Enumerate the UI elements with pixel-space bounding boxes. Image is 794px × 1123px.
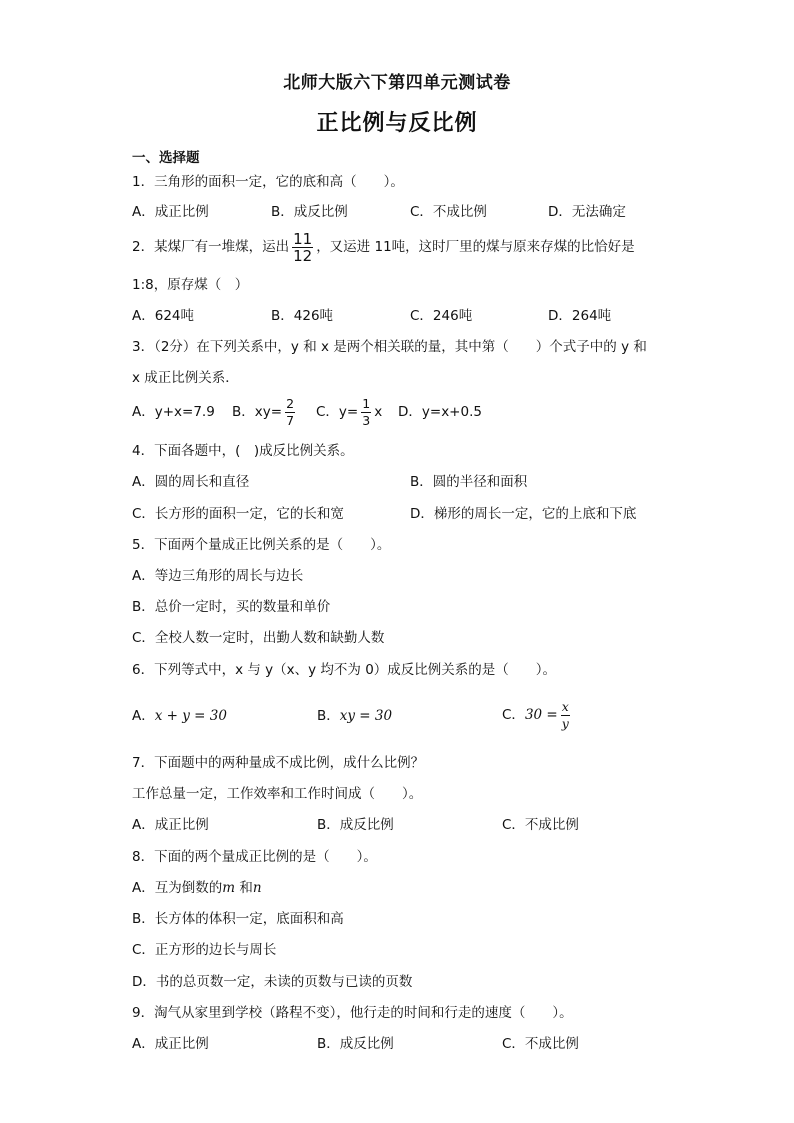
question-2-stem-part-b: ，又运进 11吨，这时厂里的煤与原来存煤的比恰好是 [316, 239, 635, 255]
question-4-stem: 4．下面各题中，( )成反比例关系。 [132, 443, 354, 459]
question-5-option-b[interactable]: B．总价一定时，买的数量和单价 [132, 599, 331, 615]
question-6-stem: 6．下列等式中，x 与 y（x、y 均不为 0）成反比例关系的是（ ）。 [132, 662, 557, 678]
question-1-stem: 1．三角形的面积一定，它的底和高（ ）。 [132, 174, 404, 190]
question-1-option-c[interactable]: C．不成比例 [410, 204, 487, 220]
question-4-option-d[interactable]: D．梯形的周长一定，它的上底和下底 [410, 506, 637, 522]
question-1-option-b[interactable]: B．成反比例 [271, 204, 348, 220]
question-6-option-c-numerator: x [561, 698, 569, 714]
worksheet-title: 北师大版六下第四单元测试卷 [283, 73, 511, 93]
question-8-option-a-text: A．互为倒数的 [132, 880, 223, 896]
question-2-stem-part-a: 2．某煤厂有一堆煤，运出 [132, 239, 290, 255]
question-8-option-c[interactable]: C．正方形的边长与周长 [132, 942, 277, 958]
question-6-option-b-label: B． [317, 708, 340, 724]
question-5-option-a[interactable]: A．等边三角形的周长与边长 [132, 568, 304, 584]
question-8-option-a-and: 和 [235, 880, 253, 896]
question-7-stem: 7．下面题中的两种量成不成比例，成什么比例？ [132, 755, 425, 771]
question-5-option-c[interactable]: C．全校人数一定时，出勤人数和缺勤人数 [132, 630, 385, 646]
question-2-fraction-denominator: 12 [293, 246, 313, 265]
question-5-stem: 5．下面两个量成正比例关系的是（ ）。 [132, 537, 391, 553]
question-2-stem-continued: 1:8，原存煤（ ） [132, 277, 249, 293]
question-3-stem-continued: x 成正比例关系． [132, 370, 239, 386]
section-heading: 一、选择题 [132, 150, 200, 166]
question-2-stem [132, 229, 635, 265]
question-7-sub-question: 工作总量一定，工作效率和工作时间成（ ）。 [132, 786, 423, 802]
question-6-option-b[interactable] [317, 706, 392, 726]
question-3-option-c-numerator: 1 [362, 395, 371, 411]
question-3-option-b-text: B．xy= [232, 404, 283, 420]
question-3-option-b-fraction [285, 396, 295, 429]
question-2-fraction-numerator: 11 [293, 229, 313, 248]
question-2-option-c[interactable]: C．246吨 [410, 308, 473, 324]
question-3-option-c[interactable] [316, 394, 382, 430]
question-6-option-c-label: C． [502, 707, 525, 723]
question-8-stem: 8．下面的两个量成正比例的是（ ）。 [132, 849, 377, 865]
question-7-option-c[interactable]: C．不成比例 [502, 817, 579, 833]
question-3-option-b-numerator: 2 [286, 395, 295, 411]
question-8-option-a-m: m [222, 880, 236, 896]
question-6-option-b-expression: xy = 30 [339, 708, 393, 724]
question-3-option-c-text: C．y= [316, 404, 359, 420]
question-3-option-d[interactable]: D．y=x+0.5 [398, 404, 482, 420]
question-9-option-a[interactable]: A．成正比例 [132, 1036, 209, 1052]
question-3-option-b-denominator: 7 [286, 412, 295, 428]
question-2-fraction [292, 231, 313, 264]
question-8-option-b[interactable]: B．长方体的体积一定，底面积和高 [132, 911, 344, 927]
question-6-option-a-label: A． [132, 708, 155, 724]
question-3-option-c-variable: x [374, 404, 383, 420]
question-4-option-b[interactable]: B．圆的半径和面积 [410, 474, 528, 490]
question-3-option-c-denominator: 3 [362, 412, 371, 428]
question-3-option-a[interactable]: A．y+x=7.9 [132, 404, 215, 420]
question-6-option-c-denominator: y [561, 715, 569, 731]
question-6-option-a[interactable] [132, 706, 227, 726]
question-7-option-a[interactable]: A．成正比例 [132, 817, 209, 833]
question-8-option-a-n: n [252, 880, 262, 896]
question-8-option-a[interactable] [132, 878, 262, 898]
question-3-stem: 3．（2分）在下列关系中，y 和 x 是两个相关联的量，其中第（ ）个式子中的 y 和 [132, 339, 647, 355]
question-9-option-b[interactable]: B．成反比例 [317, 1036, 394, 1052]
question-1-option-d[interactable]: D．无法确定 [548, 204, 626, 220]
question-3-option-b[interactable] [232, 394, 298, 430]
question-9-option-c[interactable]: C．不成比例 [502, 1036, 579, 1052]
question-1-option-a[interactable]: A．成正比例 [132, 204, 209, 220]
question-3-option-c-fraction [361, 396, 371, 429]
question-2-option-d[interactable]: D．264吨 [548, 308, 612, 324]
question-6-option-a-expression: x + y = 30 [154, 708, 227, 724]
question-2-option-a[interactable]: A．624吨 [132, 308, 195, 324]
worksheet-subtitle: 正比例与反比例 [316, 111, 478, 136]
question-9-stem: 9．淘气从家里到学校（路程不变），他行走的时间和行走的速度（ ）。 [132, 1005, 573, 1021]
question-7-option-b[interactable]: B．成反比例 [317, 817, 394, 833]
question-2-option-b[interactable]: B．426吨 [271, 308, 334, 324]
question-6-option-c-expression: 30 = [524, 707, 558, 723]
question-4-option-a[interactable]: A．圆的周长和直径 [132, 474, 250, 490]
question-4-option-c[interactable]: C．长方形的面积一定，它的长和宽 [132, 506, 344, 522]
question-8-option-d[interactable]: D．书的总页数一定，未读的页数与已读的页数 [132, 974, 413, 990]
question-6-option-c[interactable] [502, 697, 573, 733]
question-6-option-c-fraction [561, 699, 570, 732]
